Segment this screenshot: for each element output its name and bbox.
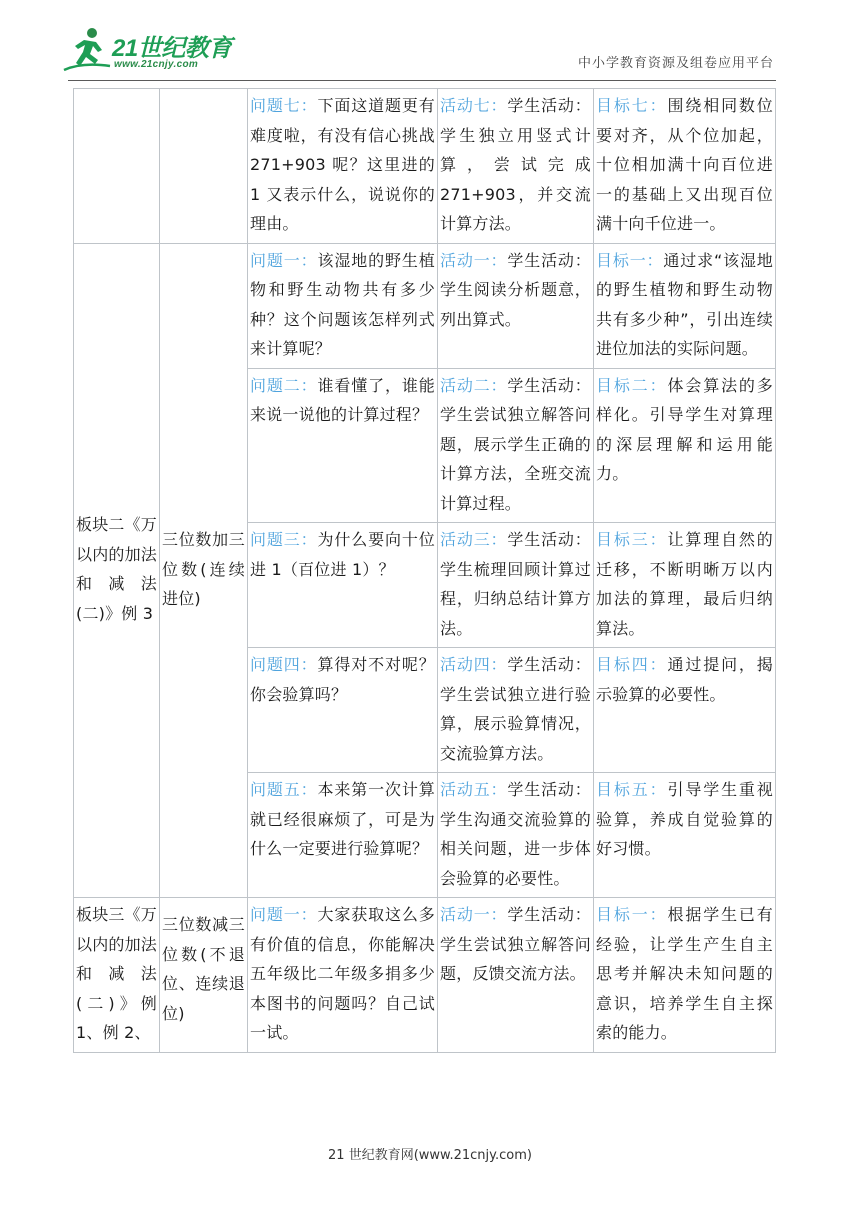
activity-cell	[438, 243, 594, 368]
question-label: 问题三：	[250, 530, 318, 549]
activity-cell	[438, 648, 594, 773]
question-label: 问题五：	[250, 780, 318, 799]
question-cell	[248, 523, 438, 648]
logo-text: 21世纪教育	[112, 35, 232, 62]
header-divider	[68, 80, 776, 81]
activity-cell	[438, 898, 594, 1053]
module-title: 板块二《万以内的加法和减法(二)》例 3	[76, 515, 158, 623]
activity-label: 活动五：	[440, 780, 508, 799]
question-text: 为什么要向十位进 1（百位进 1）？	[250, 530, 435, 579]
question-cell	[248, 89, 438, 244]
activity-text: 学生活动：学生尝试独立进行验算，展示验算情况，交流验算方法。	[440, 655, 591, 763]
question-text: 谁看懂了，谁能来说一说他的计算过程？	[250, 375, 435, 424]
question-cell	[248, 368, 438, 523]
goal-text: 让算理自然的迁移，不断明晰万以内加法的算理，最后归纳算法。	[596, 530, 773, 638]
module-title: 板块三《万以内的加法和减法(二)》例 1、例 2、	[76, 905, 158, 1042]
site-tagline: 中小学教育资源及组卷应用平台	[577, 56, 774, 71]
page-footer: 21 世纪教育网(www.21cnjy.com)	[328, 1148, 532, 1163]
table-row	[74, 898, 776, 1053]
activity-label: 活动三：	[440, 530, 508, 549]
goal-label: 目标一：	[596, 250, 664, 270]
activity-text: 学生活动：学生沟通交流验算的相关问题，进一步体会验算的必要性。	[440, 780, 591, 888]
activity-label: 活动七：	[440, 96, 508, 115]
activity-label: 活动二：	[440, 375, 508, 395]
question-label: 问题七：	[250, 96, 318, 115]
goal-cell	[594, 648, 776, 773]
question-text: 大家获取这么多有价值的信息，你能解决五年级比二年级多捐多少本图书的问题吗？自己试一试。	[250, 905, 435, 1042]
activity-text: 学生活动：学生尝试独立解答问题，反馈交流方法。	[440, 905, 591, 983]
table-row	[74, 243, 776, 368]
goal-label: 目标一：	[596, 905, 668, 924]
question-label: 问题一：	[250, 250, 318, 270]
lesson-plan-table	[73, 88, 776, 1053]
module-cell	[74, 898, 160, 1053]
topic-cell	[160, 89, 248, 244]
goal-label: 目标三：	[596, 530, 668, 549]
activity-cell	[438, 89, 594, 244]
topic-title: 三位数加三位数(连续进位)	[162, 530, 245, 608]
module-cell	[74, 243, 160, 898]
topic-cell	[160, 898, 248, 1053]
goal-text: 根据学生已有经验，让学生产生自主思考并解决未知问题的意识，培养学生自主探索的能力。	[596, 905, 773, 1042]
goal-cell	[594, 523, 776, 648]
goal-cell	[594, 898, 776, 1053]
goal-text: 通过求“该湿地的野生植物和野生动物共有多少种”，引出连续进位加法的实际问题。	[596, 250, 773, 358]
activity-text: 学生活动：学生阅读分析题意，列出算式。	[440, 250, 591, 329]
question-cell	[248, 648, 438, 773]
question-text: 算得对不对呢？你会验算吗？	[250, 655, 435, 704]
question-label: 问题四：	[250, 655, 318, 674]
question-text: 下面这道题更有难度啦，有没有信心挑战 271+903 呢？这里进的 1 又表示什么，说说你的理由。	[250, 96, 435, 233]
question-text: 本来第一次计算就已经很麻烦了，可是为什么一定要进行验算呢？	[250, 780, 435, 858]
question-cell	[248, 898, 438, 1053]
question-label: 问题二：	[250, 375, 318, 395]
table-row	[74, 89, 776, 244]
activity-cell	[438, 773, 594, 898]
question-label: 问题一：	[250, 905, 318, 924]
topic-title: 三位数减三位数(不退位、连续退位)	[162, 915, 245, 1023]
question-cell	[248, 773, 438, 898]
activity-text: 学生活动：学生独立用竖式计算，尝试完成 271+903，并交流计算方法。	[440, 96, 591, 233]
site-logo	[62, 26, 232, 76]
activity-text: 学生活动：学生尝试独立解答问题，展示学生正确的计算方法，全班交流计算过程。	[440, 375, 591, 513]
goal-label: 目标五：	[596, 780, 668, 799]
goal-text: 体会算法的多样化。引导学生对算理的深层理解和运用能力。	[596, 375, 773, 483]
activity-label: 活动一：	[440, 905, 508, 924]
running-figure-icon	[62, 26, 114, 72]
logo-url: www.21cnjy.com	[114, 59, 199, 70]
activity-cell	[438, 523, 594, 648]
topic-cell	[160, 243, 248, 898]
goal-text: 引导学生重视验算，养成自觉验算的好习惯。	[596, 780, 773, 858]
goal-cell	[594, 243, 776, 368]
module-cell	[74, 89, 160, 244]
question-text: 该湿地的野生植物和野生动物共有多少种？这个问题该怎样列式来计算呢？	[250, 250, 435, 358]
activity-label: 活动一：	[440, 250, 508, 270]
activity-cell	[438, 368, 594, 523]
goal-cell	[594, 773, 776, 898]
activity-label: 活动四：	[440, 655, 508, 674]
question-cell	[248, 243, 438, 368]
goal-label: 目标七：	[596, 96, 668, 115]
goal-text: 围绕相同数位要对齐，从个位加起，十位相加满十向百位进一的基础上又出现百位满十向千位进一。	[596, 96, 773, 233]
goal-text: 通过提问，揭示验算的必要性。	[596, 655, 773, 704]
goal-cell	[594, 89, 776, 244]
goal-label: 目标二：	[596, 375, 668, 395]
goal-label: 目标四：	[596, 655, 668, 674]
goal-cell	[594, 368, 776, 523]
page-header	[0, 0, 860, 82]
activity-text: 学生活动：学生梳理回顾计算过程，归纳总结计算方法。	[440, 530, 591, 638]
